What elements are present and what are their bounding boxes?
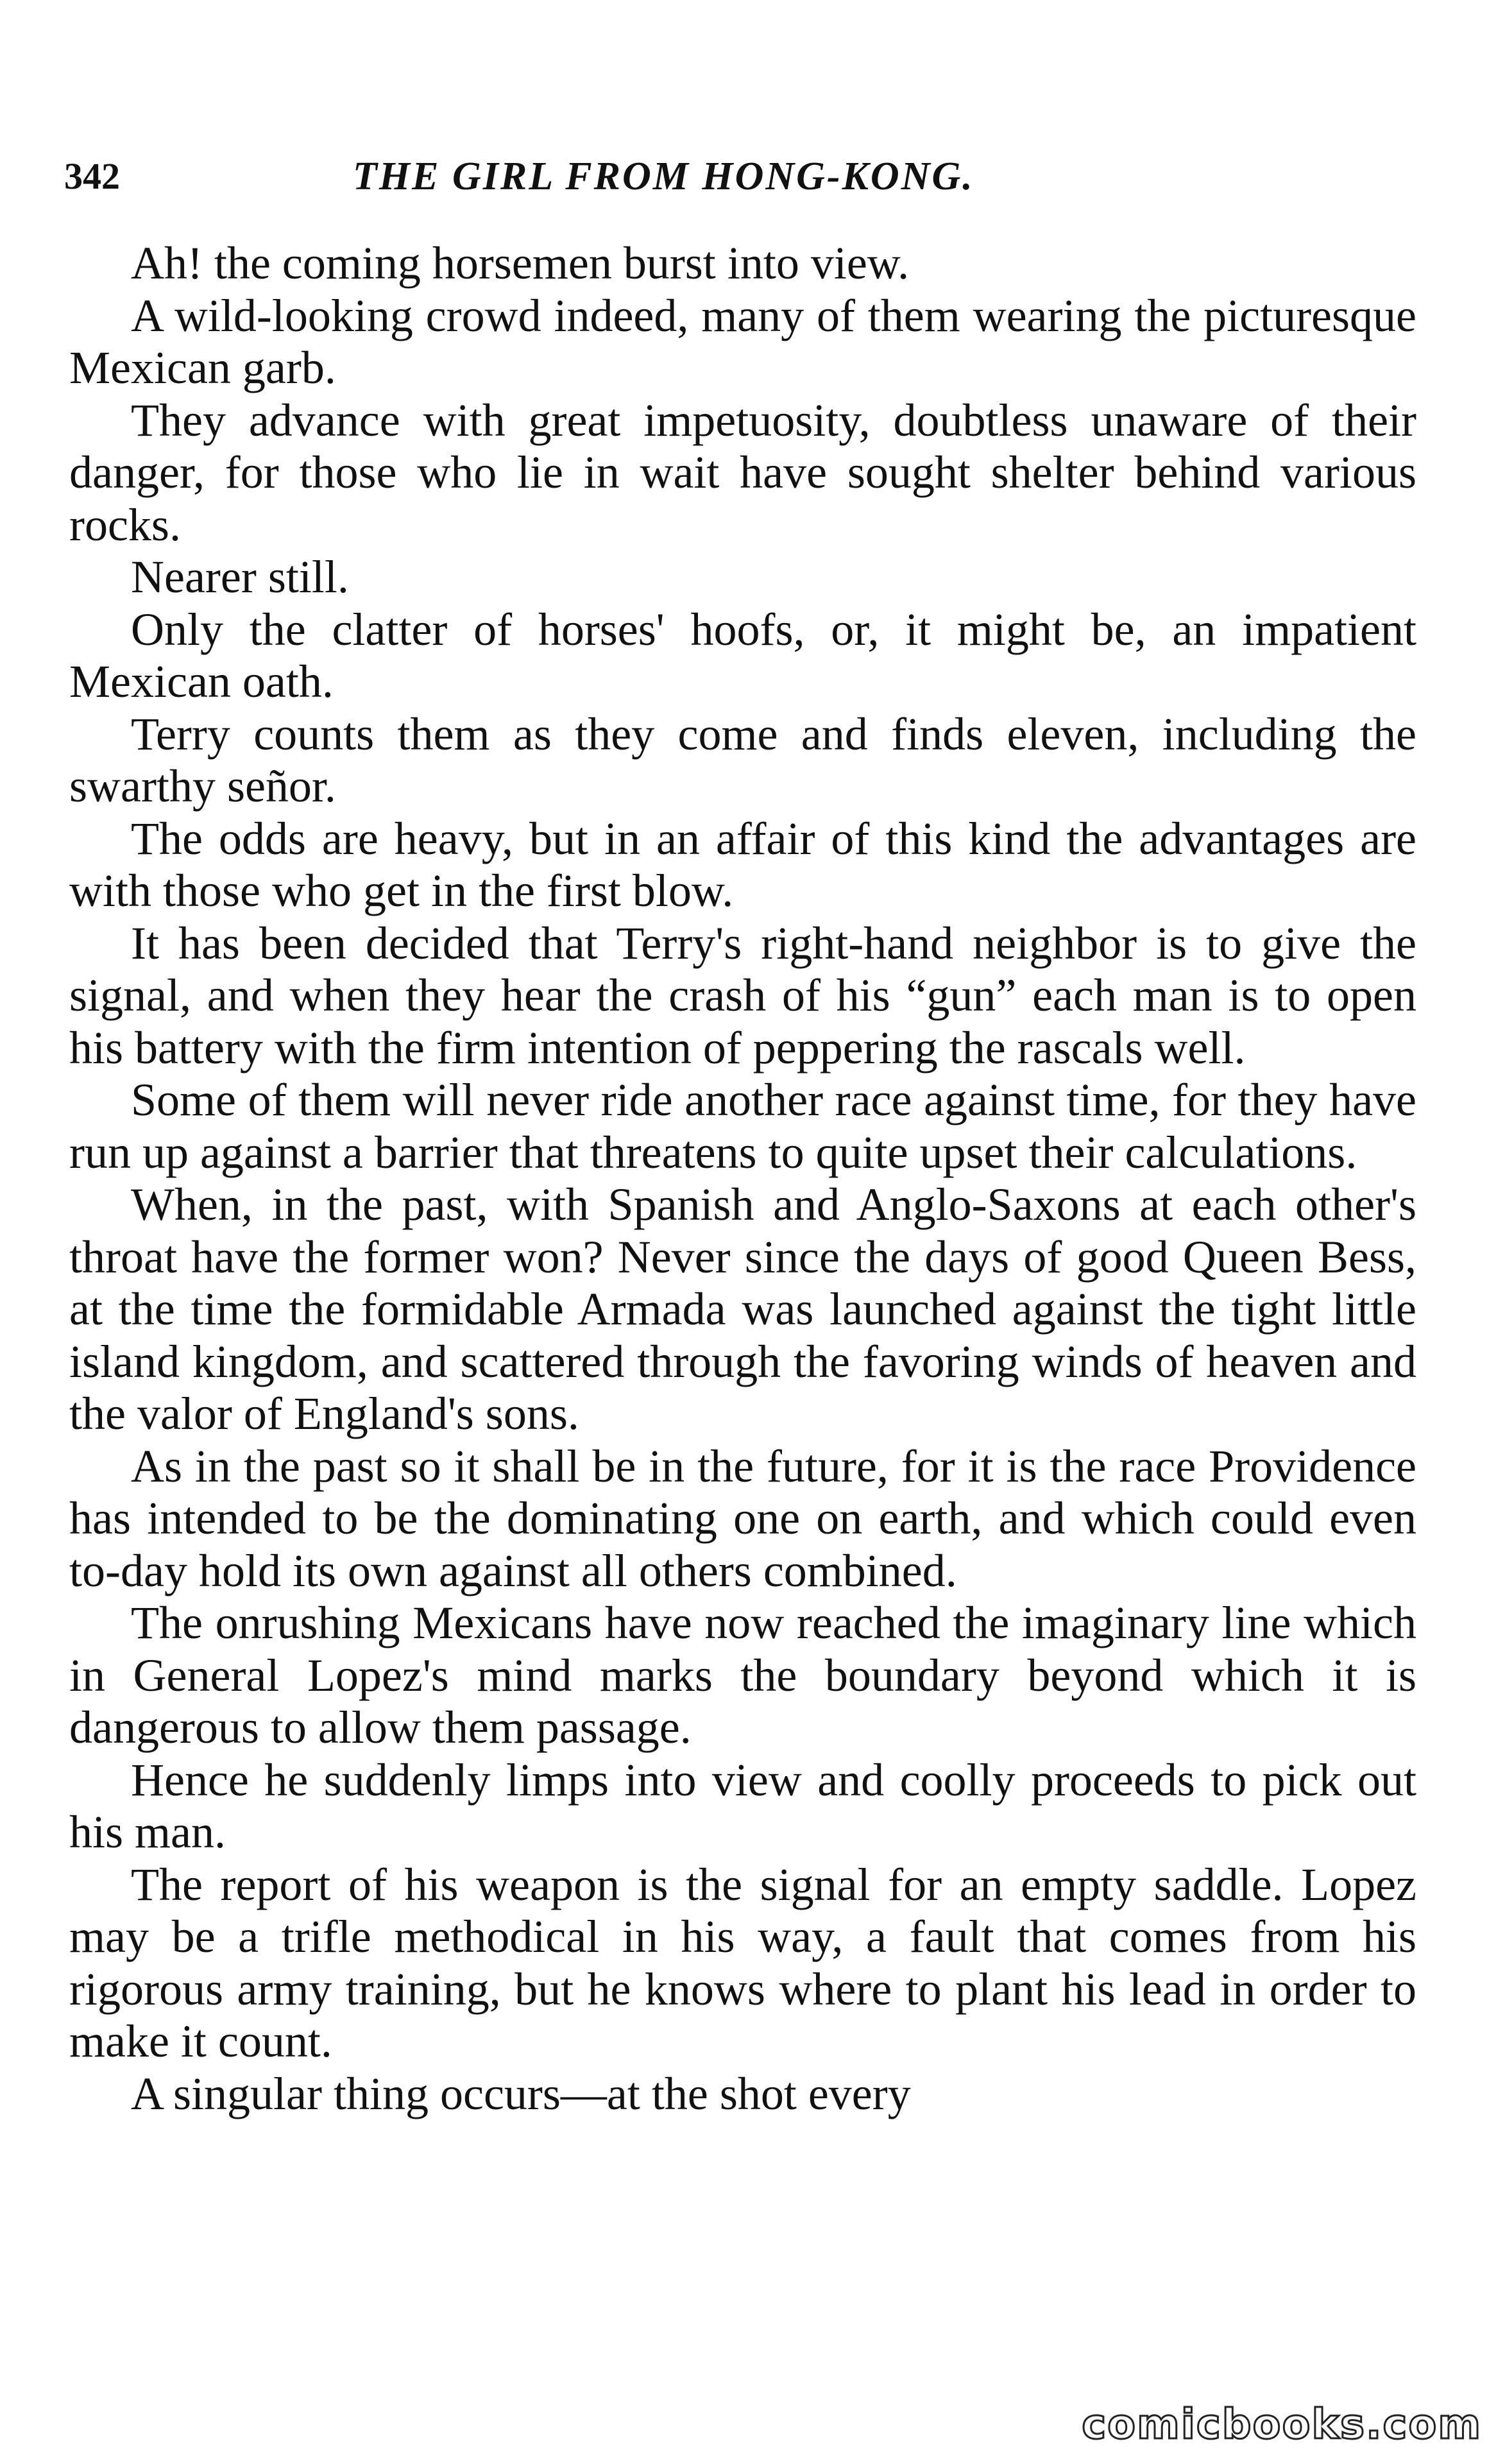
paragraph: A wild-looking crowd indeed, many of them wearing the picturesque Mexican garb. <box>69 289 1416 393</box>
paragraph: Terry counts them as they come and finds eleven, including the swarthy señor. <box>69 708 1416 812</box>
page-header <box>64 148 1450 205</box>
paragraph: Only the clatter of horses' hoofs, or, it might be, an impatient Mexican oath. <box>69 603 1416 707</box>
paragraph: When, in the past, with Spanish and Anglo-Saxons at each other's throat have the former won? Never since the days of good Queen Bess, at the time the formidable Armada was launched against the tight little island kingdom, and scattered through the favoring winds of heaven and the valor of England's sons. <box>69 1179 1416 1439</box>
paragraph: The odds are heavy, but in an affair of this kind the advantages are with those who get in the first blow. <box>69 812 1416 916</box>
running-title: THE GIRL FROM HONG-KONG. <box>353 155 974 198</box>
paragraph: Hence he suddenly limps into view and coolly proceeds to pick out his man. <box>69 1754 1416 1858</box>
paragraph: The report of his weapon is the signal for an empty saddle. Lopez may be a trifle methodical in his way, a fault that comes from his rigorous army training, but he knows where to plant his lead in order to make it count. <box>69 1858 1416 2067</box>
paragraph: It has been decided that Terry's right-hand neighbor is to give the signal, and when they hear the crash of his “gun” each man is to open his battery with the firm intention of peppering the rascals well. <box>69 917 1416 1074</box>
paragraph: Ah! the coming horsemen burst into view. <box>131 237 910 289</box>
paragraph: As in the past so it shall be in the future, for it is the race Providence has intended to be the dominating one on earth, and which could even to-day hold its own against all others combined. <box>69 1440 1416 1596</box>
paragraph: The onrushing Mexicans have now reached the imaginary line which in General Lopez's mind marks the boundary beyond which it is dangerous to allow them passage. <box>69 1597 1416 1753</box>
paragraph: A singular thing occurs—at the shot every <box>131 2067 911 2119</box>
paragraph: Nearer still. <box>131 551 349 603</box>
paragraph: Some of them will never ride another race against time, for they have run up against a barrier that threatens to quite upset their calculations. <box>69 1074 1416 1178</box>
watermark: comicbooks.com <box>1082 2401 1482 2449</box>
page-number: 342 <box>64 155 120 197</box>
body-text <box>69 237 1416 2120</box>
paragraph: They advance with great impetuosity, doubtless unaware of their danger, for those who lie in wait have sought shelter behind various rocks. <box>69 394 1416 551</box>
